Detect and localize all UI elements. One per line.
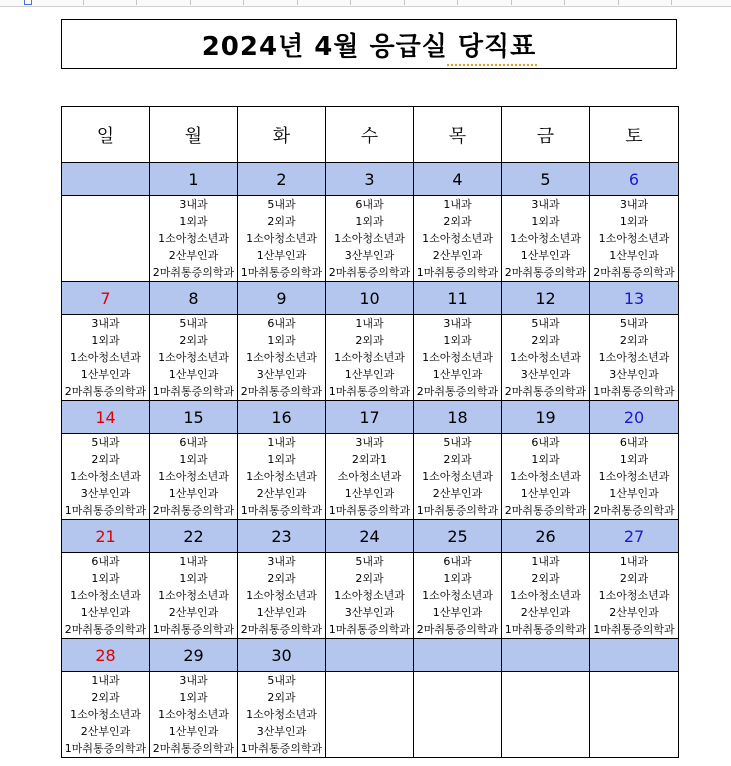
title-box bbox=[61, 19, 677, 69]
ruler-tick bbox=[618, 0, 619, 5]
date-cell[interactable]: 8 bbox=[150, 282, 238, 315]
duty-line: 1외과 bbox=[619, 215, 649, 228]
duty-line: 1외과 bbox=[179, 215, 208, 228]
duty-line: 1외과 bbox=[267, 453, 296, 466]
duty-line: 1소아청소년과 bbox=[598, 232, 670, 245]
duty-line: 1소아청소년과 bbox=[70, 351, 141, 364]
date-cell[interactable]: 26 bbox=[502, 520, 590, 553]
date-cell[interactable]: 9 bbox=[238, 282, 326, 315]
duty-line: 2마취통증의학과 bbox=[328, 266, 411, 279]
date-cell[interactable]: 24 bbox=[326, 520, 414, 553]
duty-line: 2외과 bbox=[443, 453, 472, 466]
duty-line: 1소아청소년과 bbox=[510, 232, 581, 245]
duty-line: 2마취통증의학과 bbox=[152, 504, 235, 517]
duty-cell[interactable] bbox=[502, 315, 590, 401]
duty-cell[interactable] bbox=[590, 553, 679, 639]
duty-line: 2마취통증의학과 bbox=[416, 623, 499, 636]
ruler-tick bbox=[511, 0, 512, 5]
duty-cell[interactable] bbox=[150, 196, 238, 282]
duty-line: 1소아청소년과 bbox=[246, 470, 317, 483]
ruler-tick bbox=[671, 0, 672, 5]
date-cell[interactable]: 30 bbox=[238, 639, 326, 672]
duty-line: 1마취통증의학과 bbox=[328, 504, 411, 517]
duty-cell[interactable] bbox=[502, 434, 590, 520]
duty-line: 1소아청소년과 bbox=[510, 589, 581, 602]
duty-line: 1소아청소년과 bbox=[598, 589, 670, 602]
ruler-tick bbox=[136, 0, 137, 5]
duty-cell[interactable] bbox=[238, 315, 326, 401]
duty-line: 2마취통증의학과 bbox=[64, 385, 147, 398]
duty-line: 3내과 bbox=[91, 317, 120, 330]
duty-line: 2외과1 bbox=[351, 453, 388, 466]
date-row bbox=[62, 163, 679, 196]
duty-cell[interactable] bbox=[62, 315, 150, 401]
weekday-saturday[interactable]: 토 bbox=[590, 107, 679, 163]
duty-line: 1마취통증의학과 bbox=[593, 623, 675, 636]
duty-line: 2마취통증의학과 bbox=[64, 623, 147, 636]
duty-line: 1소아청소년과 bbox=[598, 351, 670, 364]
duty-line: 2외과 bbox=[443, 215, 472, 228]
date-cell[interactable]: 29 bbox=[150, 639, 238, 672]
duty-line: 1소아청소년과 bbox=[158, 589, 229, 602]
duty-line: 1내과 bbox=[619, 555, 649, 568]
duty-line: 6내과 bbox=[355, 198, 384, 211]
duty-line: 2마취통증의학과 bbox=[240, 385, 323, 398]
duty-line: 2마취통증의학과 bbox=[504, 266, 587, 279]
date-cell[interactable]: 22 bbox=[150, 520, 238, 553]
duty-line: 1마취통증의학과 bbox=[152, 623, 235, 636]
ruler-tick bbox=[404, 0, 405, 5]
duty-line: 1소아청소년과 bbox=[70, 470, 141, 483]
duty-row bbox=[62, 553, 679, 639]
duty-line: 1마취통증의학과 bbox=[64, 504, 147, 517]
date-cell[interactable]: 1 bbox=[150, 163, 238, 196]
duty-line: 1외과 bbox=[267, 334, 296, 347]
duty-line: 1내과 bbox=[531, 555, 560, 568]
duty-row bbox=[62, 196, 679, 282]
duty-cell[interactable] bbox=[414, 434, 502, 520]
duty-row bbox=[62, 434, 679, 520]
duty-line: 6내과 bbox=[91, 555, 120, 568]
duty-line: 2외과 bbox=[355, 572, 384, 585]
duty-line: 1산부인과 bbox=[520, 487, 571, 500]
duty-line: 1산부인과 bbox=[520, 249, 571, 262]
weekday-tuesday[interactable]: 화 bbox=[238, 107, 326, 163]
duty-line: 5내과 bbox=[179, 317, 208, 330]
date-cell[interactable]: 15 bbox=[150, 401, 238, 434]
duty-line: 1마취통증의학과 bbox=[152, 385, 235, 398]
date-cell[interactable]: 28 bbox=[62, 639, 150, 672]
duty-line: 1산부인과 bbox=[432, 368, 483, 381]
ruler-tick bbox=[350, 0, 351, 5]
duty-line: 1산부인과 bbox=[609, 249, 659, 262]
ruler-tick bbox=[297, 0, 298, 5]
duty-line: 6내과 bbox=[443, 555, 472, 568]
duty-line: 1소아청소년과 bbox=[246, 351, 317, 364]
duty-row bbox=[62, 672, 679, 758]
date-cell[interactable]: 18 bbox=[414, 401, 502, 434]
duty-line: 3내과 bbox=[531, 198, 560, 211]
duty-line: 5내과 bbox=[267, 198, 296, 211]
ruler-tick bbox=[564, 0, 565, 5]
duty-line: 2마취통증의학과 bbox=[152, 742, 235, 755]
duty-line: 1소아청소년과 bbox=[334, 351, 405, 364]
duty-line: 2산부인과 bbox=[432, 487, 483, 500]
duty-cell[interactable] bbox=[150, 672, 238, 758]
duty-cell[interactable] bbox=[150, 434, 238, 520]
calendar-body bbox=[62, 163, 679, 758]
date-cell[interactable]: 27 bbox=[590, 520, 679, 553]
date-row bbox=[62, 520, 679, 553]
duty-cell[interactable] bbox=[326, 315, 414, 401]
duty-line: 2외과 bbox=[619, 572, 649, 585]
duty-line: 2외과 bbox=[179, 334, 208, 347]
date-cell[interactable]: 25 bbox=[414, 520, 502, 553]
ruler-tick bbox=[190, 0, 191, 5]
duty-line: 5내과 bbox=[91, 436, 120, 449]
duty-line: 3산부인과 bbox=[344, 249, 395, 262]
duty-line: 1외과 bbox=[531, 453, 560, 466]
weekday-thursday[interactable]: 목 bbox=[414, 107, 502, 163]
duty-cell[interactable] bbox=[62, 672, 150, 758]
duty-cell[interactable] bbox=[414, 672, 502, 758]
duty-line: 2외과 bbox=[91, 453, 120, 466]
weekday-wednesday[interactable]: 수 bbox=[326, 107, 414, 163]
duty-line: 2산부인과 bbox=[168, 606, 219, 619]
duty-line: 5내과 bbox=[531, 317, 560, 330]
duty-line: 1외과 bbox=[91, 334, 120, 347]
duty-line: 1산부인과 bbox=[432, 606, 483, 619]
duty-line: 1마취통증의학과 bbox=[240, 266, 323, 279]
duty-line: 2외과 bbox=[267, 691, 296, 704]
date-cell[interactable]: 13 bbox=[590, 282, 679, 315]
duty-line: 2산부인과 bbox=[168, 249, 219, 262]
duty-line: 소아청소년과 bbox=[337, 470, 402, 483]
duty-line: 1마취통증의학과 bbox=[416, 504, 499, 517]
duty-line: 3내과 bbox=[619, 198, 649, 211]
duty-cell[interactable] bbox=[62, 196, 150, 282]
weekday-sunday[interactable]: 일 bbox=[62, 107, 150, 163]
duty-line: 2외과 bbox=[91, 691, 120, 704]
duty-line: 1소아청소년과 bbox=[246, 708, 317, 721]
duty-cell[interactable] bbox=[238, 434, 326, 520]
duty-line: 1산부인과 bbox=[80, 368, 131, 381]
duty-line: 3산부인과 bbox=[520, 368, 571, 381]
date-cell[interactable] bbox=[590, 639, 679, 672]
duty-line: 2외과 bbox=[619, 334, 649, 347]
duty-line: 2마취통증의학과 bbox=[593, 266, 675, 279]
duty-line: 1소아청소년과 bbox=[510, 351, 581, 364]
duty-line: 1소아청소년과 bbox=[598, 470, 670, 483]
duty-cell[interactable] bbox=[502, 553, 590, 639]
duty-line: 1소아청소년과 bbox=[158, 351, 229, 364]
duty-line: 2외과 bbox=[267, 572, 296, 585]
duty-cell[interactable] bbox=[326, 672, 414, 758]
ruler-tick bbox=[457, 0, 458, 5]
duty-cell[interactable] bbox=[590, 315, 679, 401]
date-cell[interactable]: 10 bbox=[326, 282, 414, 315]
duty-line: 1소아청소년과 bbox=[70, 589, 141, 602]
duty-line: 6내과 bbox=[619, 436, 649, 449]
duty-line: 3산부인과 bbox=[80, 487, 131, 500]
duty-line: 2산부인과 bbox=[520, 606, 571, 619]
duty-line: 1외과 bbox=[179, 453, 208, 466]
duty-line: 1마취통증의학과 bbox=[64, 742, 147, 755]
duty-cell[interactable] bbox=[150, 315, 238, 401]
duty-line: 1산부인과 bbox=[168, 487, 219, 500]
duty-calendar-table bbox=[61, 106, 679, 758]
date-cell[interactable]: 3 bbox=[326, 163, 414, 196]
duty-line: 2마취통증의학과 bbox=[416, 385, 499, 398]
duty-line: 3산부인과 bbox=[256, 725, 307, 738]
duty-line: 1외과 bbox=[179, 691, 208, 704]
duty-line: 1산부인과 bbox=[80, 606, 131, 619]
date-cell[interactable]: 5 bbox=[502, 163, 590, 196]
duty-line: 2마취통증의학과 bbox=[504, 385, 587, 398]
duty-line: 2산부인과 bbox=[256, 487, 307, 500]
duty-cell[interactable] bbox=[150, 553, 238, 639]
duty-line: 1소아청소년과 bbox=[334, 232, 405, 245]
duty-line: 1외과 bbox=[355, 215, 384, 228]
page-title-text: 2024년 4월 응급실 당직표 bbox=[201, 31, 537, 62]
duty-cell[interactable] bbox=[502, 672, 590, 758]
duty-line: 1마취통증의학과 bbox=[240, 504, 323, 517]
date-cell[interactable] bbox=[62, 163, 150, 196]
duty-line: 1내과 bbox=[91, 674, 120, 687]
duty-line: 1외과 bbox=[531, 215, 560, 228]
duty-line: 1외과 bbox=[443, 334, 472, 347]
duty-line: 5내과 bbox=[443, 436, 472, 449]
date-cell[interactable]: 7 bbox=[62, 282, 150, 315]
duty-cell[interactable] bbox=[62, 553, 150, 639]
cursor-marker bbox=[24, 0, 32, 5]
duty-line: 1소아청소년과 bbox=[510, 470, 581, 483]
duty-line: 1산부인과 bbox=[168, 368, 219, 381]
duty-line: 1소아청소년과 bbox=[422, 470, 493, 483]
date-row bbox=[62, 639, 679, 672]
duty-line: 3산부인과 bbox=[344, 606, 395, 619]
duty-line: 1소아청소년과 bbox=[246, 232, 317, 245]
spellcheck-underline bbox=[446, 63, 538, 67]
date-cell[interactable]: 20 bbox=[590, 401, 679, 434]
duty-line: 3내과 bbox=[179, 674, 208, 687]
duty-cell[interactable] bbox=[326, 434, 414, 520]
duty-line: 1내과 bbox=[267, 436, 296, 449]
duty-line: 2외과 bbox=[267, 215, 296, 228]
duty-line: 3내과 bbox=[443, 317, 472, 330]
duty-row bbox=[62, 315, 679, 401]
duty-line: 1마취통증의학과 bbox=[416, 266, 499, 279]
duty-line: 1외과 bbox=[91, 572, 120, 585]
duty-line: 1마취통증의학과 bbox=[328, 623, 411, 636]
duty-line: 1마취통증의학과 bbox=[240, 742, 323, 755]
duty-cell[interactable] bbox=[502, 196, 590, 282]
date-cell[interactable]: 11 bbox=[414, 282, 502, 315]
date-row bbox=[62, 401, 679, 434]
duty-cell[interactable] bbox=[414, 315, 502, 401]
duty-cell[interactable] bbox=[326, 196, 414, 282]
date-cell[interactable]: 23 bbox=[238, 520, 326, 553]
date-cell[interactable]: 6 bbox=[590, 163, 679, 196]
date-cell[interactable] bbox=[414, 639, 502, 672]
duty-line: 2외과 bbox=[531, 572, 560, 585]
duty-line: 2외과 bbox=[531, 334, 560, 347]
date-cell[interactable] bbox=[326, 639, 414, 672]
duty-line: 1소아청소년과 bbox=[334, 589, 405, 602]
duty-line: 2산부인과 bbox=[609, 606, 659, 619]
duty-cell[interactable] bbox=[238, 672, 326, 758]
duty-line: 1내과 bbox=[443, 198, 472, 211]
duty-line: 1외과 bbox=[443, 572, 472, 585]
duty-line: 1외과 bbox=[619, 453, 649, 466]
duty-line: 1산부인과 bbox=[344, 487, 395, 500]
duty-line: 3산부인과 bbox=[256, 368, 307, 381]
duty-line: 2산부인과 bbox=[432, 249, 483, 262]
duty-line: 2마취통증의학과 bbox=[504, 504, 587, 517]
duty-line: 1마취통증의학과 bbox=[504, 623, 587, 636]
duty-line: 5내과 bbox=[619, 317, 649, 330]
ruler-bar bbox=[0, 0, 731, 7]
date-cell[interactable]: 4 bbox=[414, 163, 502, 196]
duty-line: 1소아청소년과 bbox=[246, 589, 317, 602]
date-cell[interactable]: 16 bbox=[238, 401, 326, 434]
duty-line: 1소아청소년과 bbox=[158, 232, 229, 245]
duty-line: 3내과 bbox=[267, 555, 296, 568]
duty-line: 5내과 bbox=[355, 555, 384, 568]
duty-line: 1외과 bbox=[179, 572, 208, 585]
duty-line: 1산부인과 bbox=[344, 368, 395, 381]
page-title[interactable] bbox=[202, 26, 537, 63]
duty-line: 3내과 bbox=[355, 436, 384, 449]
ruler-tick bbox=[243, 0, 244, 5]
date-cell[interactable]: 14 bbox=[62, 401, 150, 434]
duty-cell[interactable] bbox=[326, 553, 414, 639]
duty-cell[interactable] bbox=[62, 434, 150, 520]
ruler-tick bbox=[83, 0, 84, 5]
duty-line: 1내과 bbox=[355, 317, 384, 330]
duty-line: 2마취통증의학과 bbox=[152, 266, 235, 279]
duty-line: 1소아청소년과 bbox=[422, 589, 493, 602]
date-cell[interactable]: 19 bbox=[502, 401, 590, 434]
weekday-friday[interactable]: 금 bbox=[502, 107, 590, 163]
duty-line: 6내과 bbox=[179, 436, 208, 449]
duty-line: 1산부인과 bbox=[256, 249, 307, 262]
duty-line: 6내과 bbox=[267, 317, 296, 330]
duty-line: 2산부인과 bbox=[80, 725, 131, 738]
duty-line: 1소아청소년과 bbox=[158, 470, 229, 483]
weekday-header-row bbox=[62, 107, 679, 163]
duty-cell[interactable] bbox=[414, 553, 502, 639]
duty-line: 3내과 bbox=[179, 198, 208, 211]
duty-line: 2마취통증의학과 bbox=[240, 623, 323, 636]
duty-cell[interactable] bbox=[238, 553, 326, 639]
duty-line: 1산부인과 bbox=[256, 606, 307, 619]
duty-line: 1산부인과 bbox=[168, 725, 219, 738]
duty-line: 1마취통증의학과 bbox=[328, 385, 411, 398]
date-cell[interactable] bbox=[502, 639, 590, 672]
weekday-monday[interactable]: 월 bbox=[150, 107, 238, 163]
date-cell[interactable]: 17 bbox=[326, 401, 414, 434]
duty-line: 1마취통증의학과 bbox=[593, 385, 675, 398]
duty-cell[interactable] bbox=[238, 196, 326, 282]
date-cell[interactable]: 12 bbox=[502, 282, 590, 315]
duty-line: 1내과 bbox=[179, 555, 208, 568]
date-row bbox=[62, 282, 679, 315]
date-cell[interactable]: 21 bbox=[62, 520, 150, 553]
duty-line: 2외과 bbox=[355, 334, 384, 347]
duty-line: 1소아청소년과 bbox=[422, 232, 493, 245]
duty-line: 6내과 bbox=[531, 436, 560, 449]
duty-cell[interactable] bbox=[590, 434, 679, 520]
duty-cell[interactable] bbox=[590, 196, 679, 282]
duty-line: 1소아청소년과 bbox=[70, 708, 141, 721]
duty-cell[interactable] bbox=[590, 672, 679, 758]
date-cell[interactable]: 2 bbox=[238, 163, 326, 196]
duty-line: 1소아청소년과 bbox=[158, 708, 229, 721]
duty-cell[interactable] bbox=[414, 196, 502, 282]
duty-line: 5내과 bbox=[267, 674, 296, 687]
duty-line: 3산부인과 bbox=[609, 368, 659, 381]
duty-line: 1산부인과 bbox=[609, 487, 659, 500]
duty-line: 2마취통증의학과 bbox=[593, 504, 675, 517]
duty-line: 1소아청소년과 bbox=[422, 351, 493, 364]
